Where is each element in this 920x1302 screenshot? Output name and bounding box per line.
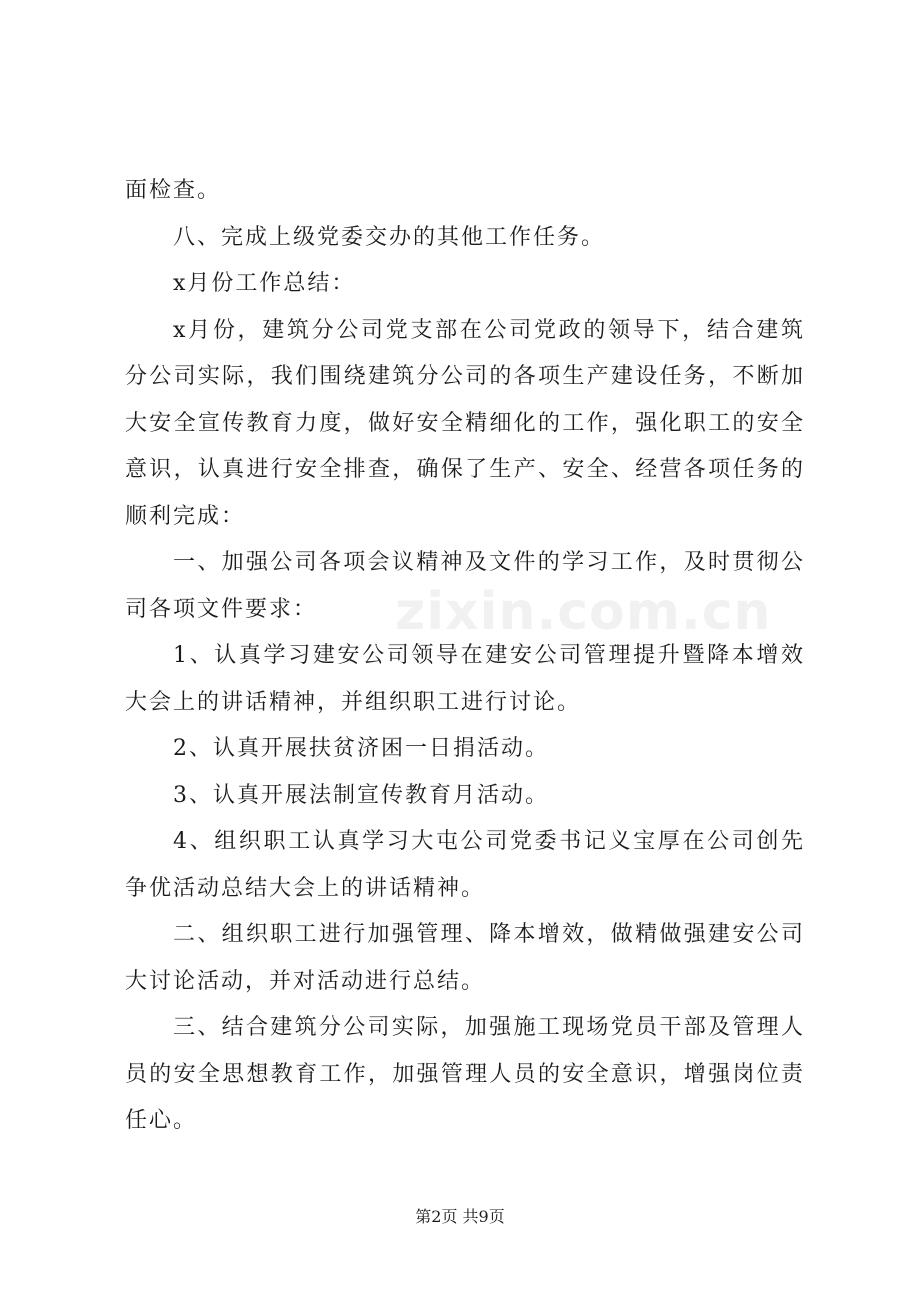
paragraph: 一、加强公司各项会议精神及文件的学习工作，及时贯彻公司各项文件要求：: [125, 550, 805, 622]
paragraph: 面检查。: [125, 178, 222, 203]
document-body: [125, 168, 805, 1145]
paragraph: 2、认真开展扶贫济困一日捐活动。: [173, 736, 549, 761]
paragraph: 八、完成上级党委交办的其他工作任务。: [173, 224, 606, 250]
paragraph: 二、组织职工进行加强管理、降本增效，做精做强建安公司大讨论活动，并对活动进行总结。: [125, 922, 805, 994]
paragraph: 三、结合建筑分公司实际，加强施工现场党员干部及管理人员的安全思想教育工作，加强管理人员的安全意识，增强岗位责任心。: [125, 1015, 805, 1133]
paragraph: 4、组织职工认真学习大屯公司党委书记义宝厚在公司创先争优活动总结大会上的讲话精神。: [125, 829, 805, 901]
paragraph: x月份工作总结：: [173, 271, 356, 296]
paragraph: x月份，建筑分公司党支部在公司党政的领导下，结合建筑分公司实际，我们围绕建筑分公司的各项生产建设任务，不断加大安全宣传教育力度，做好安全精细化的工作，强化职工的安全意识，认真进行安全排查，确保了生产、安全、经营各项任务的顺利完成：: [125, 317, 805, 529]
watermark: zixin.com.cn: [395, 582, 772, 642]
paragraph: 3、认真开展法制宣传教育月活动。: [173, 782, 549, 808]
paragraph: 1、认真学习建安公司领导在建安公司管理提升暨降本增效大会上的讲话精神，并组织职工进行讨论。: [125, 643, 805, 715]
page-footer: 第2页 共9页: [415, 1207, 505, 1226]
